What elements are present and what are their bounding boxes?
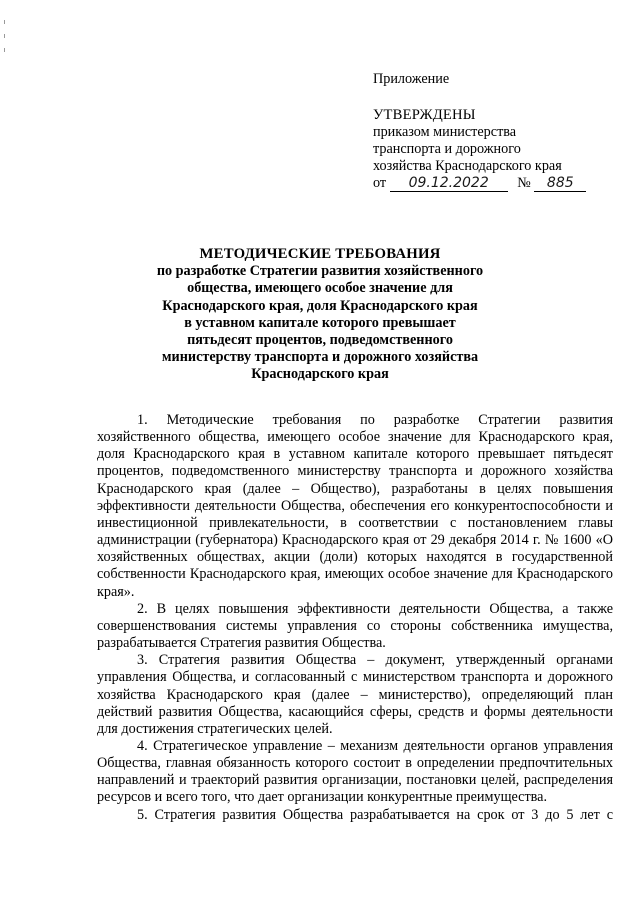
- document-body: [97, 412, 613, 824]
- title-line-7: министерству транспорта и дорожного хозяйства: [161, 349, 479, 366]
- title-line-4: Краснодарского края, доля Краснодарского края: [162, 297, 478, 314]
- from-label: от: [373, 175, 387, 191]
- appendix-label: Приложение: [373, 71, 450, 87]
- approval-line-1: приказом министерства: [373, 124, 517, 140]
- approval-block: [373, 71, 613, 193]
- approval-line-2: транспорта и дорожного: [373, 141, 521, 157]
- title-line-8: Краснодарского края: [251, 366, 389, 383]
- paragraph-2: 2. В целях повышения эффективности деятельности Общества, а также совершенствования системы управления со стороны собственника имущества, разрабатывается Стратегия развития Общества.: [97, 600, 613, 652]
- order-date-handwritten: 09.12.2022: [390, 176, 508, 192]
- paragraph-1: 1. Методические требования по разработке Стратегии развития хозяйственного общества, имеющего особое значение для Краснодарского края, доля Краснодарского края в уставном капитале которого превышает пятьдесят процентов, подведомственного министерству транспорта и дорожного хозяйства Краснодарского края (далее – Общество), разработаны в целях повышения эффективности деятельности Общества, обеспечения его конкурентоспособности и инвестиционной привлекательности, в соответствии с постановлением главы администрации (губернатора) Краснодарского края от 29 декабря 2014 г. № 1600 «О хозяйственных обществах, акции (доли) которых находятся в государственной собственности Краснодарского края, имеющих особое значение для Краснодарского края».: [97, 412, 613, 600]
- title-line-3: общества, имеющего особое значение для: [187, 280, 453, 297]
- title-line-6: пятьдесят процентов, подведомственного: [187, 332, 453, 349]
- title-line-2: по разработке Стратегии развития хозяйственного: [156, 263, 484, 280]
- document-title: [100, 246, 540, 384]
- approval-line-3: хозяйства Краснодарского края: [373, 158, 562, 174]
- paragraph-4: 4. Стратегическое управление – механизм деятельности органов управления Общества, главная обязанность которого состоит в определении предпочтительных направлений и траекторий развития организации, постановки целей, распределения ресурсов и всего того, что дает организации конкурентные преимущества.: [97, 737, 613, 806]
- number-label: №: [517, 175, 531, 191]
- scan-margin-marks: [4, 20, 8, 60]
- paragraph-3: 3. Стратегия развития Общества – документ, утвержденный органами управления Общества, и согласованный с министерством транспорта и дорожного хозяйства Краснодарского края (далее – министерство), определяющий план действий развития Общества, касающийся сферы, средств и формы деятельности для достижения стратегических целей.: [97, 652, 613, 737]
- title-line-5: в уставном капитале которого превышает: [184, 314, 456, 331]
- paragraph-5: 5. Стратегия развития Общества разрабатывается на срок от 3 до 5 лет с: [137, 806, 613, 823]
- title-line-1: МЕТОДИЧЕСКИЕ ТРЕБОВАНИЯ: [199, 246, 441, 262]
- order-date-number-line: [373, 175, 613, 193]
- approved-heading: УТВЕРЖДЕНЫ: [373, 107, 476, 123]
- order-number-handwritten: 885: [534, 176, 586, 192]
